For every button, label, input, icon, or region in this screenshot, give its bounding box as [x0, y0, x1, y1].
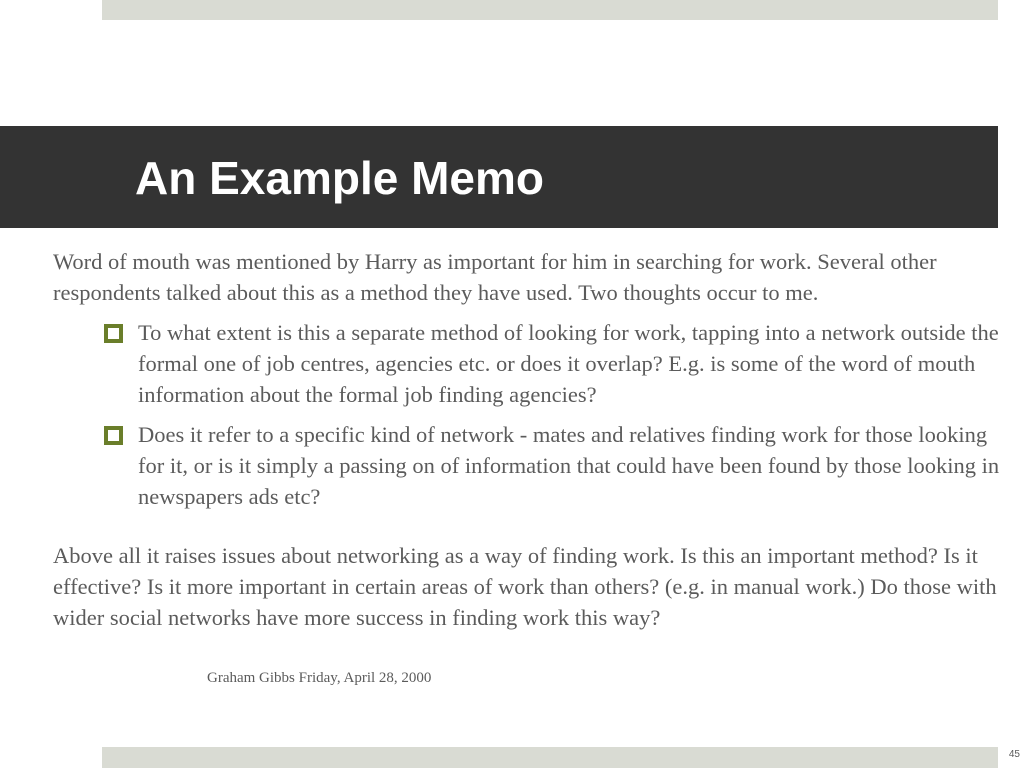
bottom-accent-bar: [102, 747, 998, 768]
intro-paragraph: Word of mouth was mentioned by Harry as important for him in searching for work. Several other respondents talked about this as a method they have used. Two thoughts occur to me.: [53, 249, 937, 305]
bullet-text: Does it refer to a specific kind of network - mates and relatives finding work for those looking for it, or is it simply a passing on of information that could have been found by those looking in newspapers ads etc?: [138, 422, 1000, 509]
square-bullet-icon: [104, 426, 123, 445]
bullet-item: [138, 317, 1005, 410]
slide-title: An Example Memo: [135, 152, 544, 204]
bullet-item: [138, 419, 1005, 512]
page-number: 45: [1008, 749, 1020, 760]
conclusion-paragraph: Above all it raises issues about networking as a way of finding work. Is this an important method? Is it effective? Is it more important in certain areas of work than others? (e.g. in manual work.) Do those with wider social networks have more success in finding work this way?: [53, 543, 997, 630]
bullet-text: To what extent is this a separate method of looking for work, tapping into a network outside the formal one of job centres, agencies etc. or does it overlap? E.g. is some of the word of mouth information about the formal job finding agencies?: [138, 320, 999, 407]
top-accent-bar: [102, 0, 998, 20]
slide-body: [53, 246, 1005, 633]
bullet-list: [53, 317, 1005, 512]
memo-signature: Graham Gibbs Friday, April 28, 2000: [207, 670, 432, 686]
square-bullet-icon: [104, 324, 123, 343]
